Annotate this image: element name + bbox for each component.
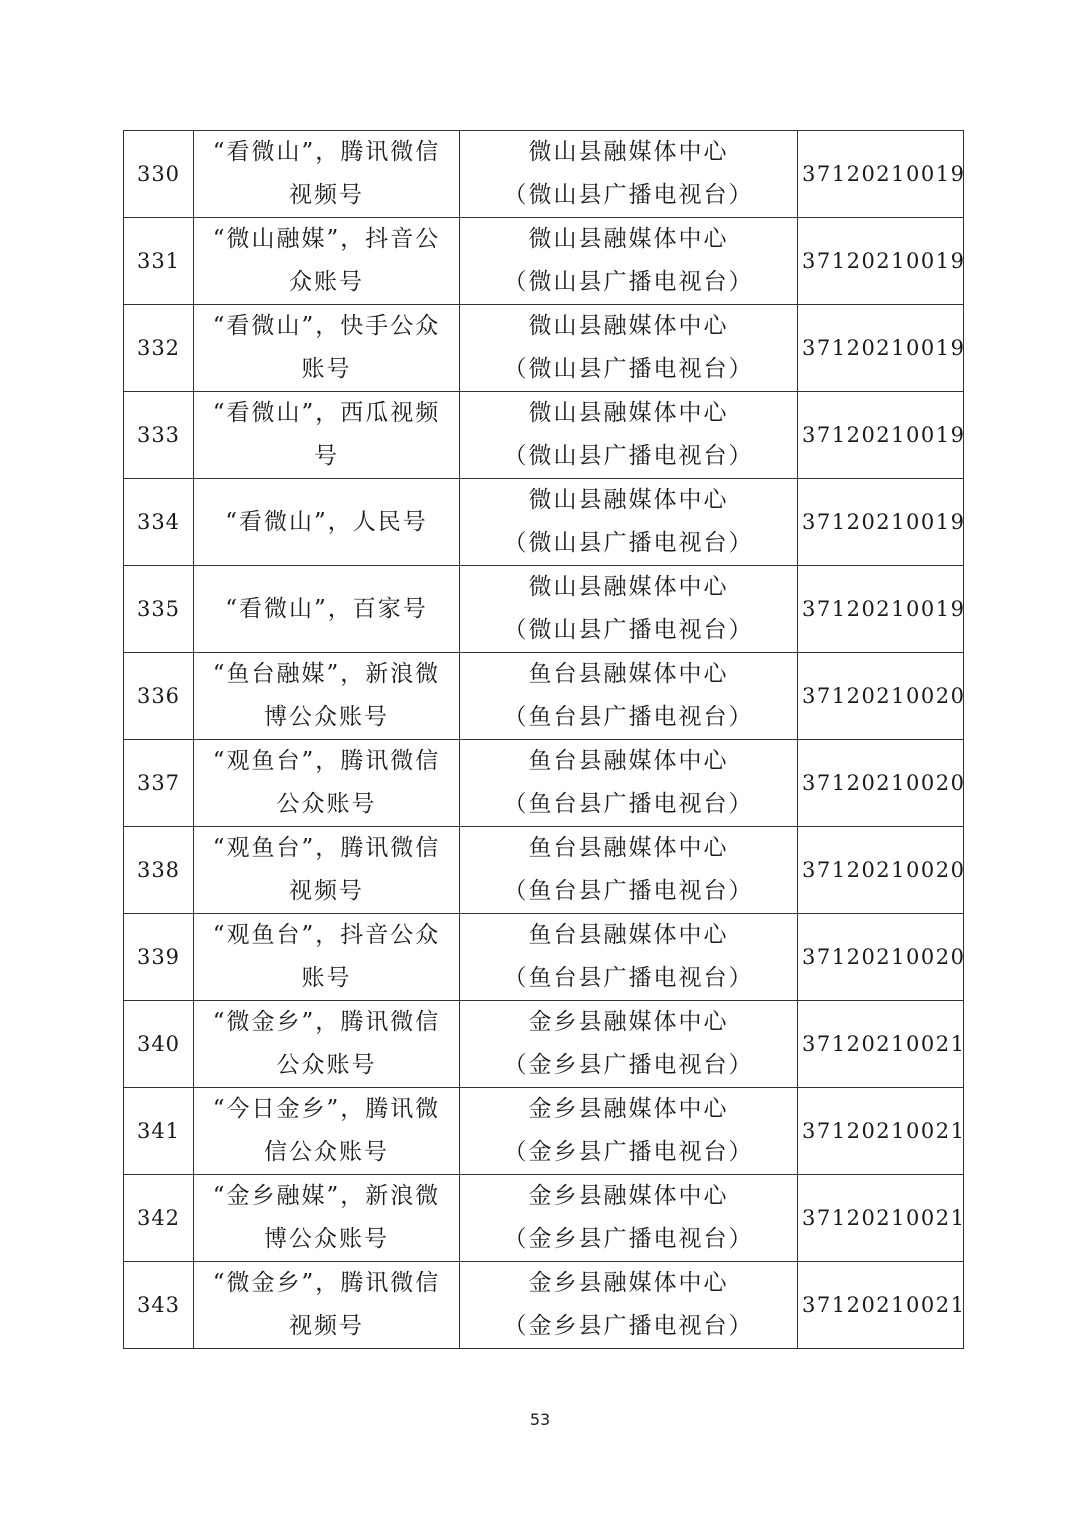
row-number: 337	[124, 740, 194, 827]
license-code: 37120210020	[798, 653, 964, 740]
row-number: 338	[124, 827, 194, 914]
account-name-cell	[194, 740, 460, 827]
organization-cell	[460, 392, 798, 479]
account-name-line-2: 账号	[301, 965, 352, 991]
organization-line-2: （金乡县广播电视台）	[503, 1052, 754, 1078]
account-name-cell	[194, 827, 460, 914]
table-row	[124, 218, 964, 305]
table-row	[124, 914, 964, 1001]
account-name-line-2: 视频号	[289, 878, 364, 904]
account-name-cell	[194, 653, 460, 740]
account-name-line-1: “看微山”，快手公众	[212, 313, 441, 339]
table-row	[124, 827, 964, 914]
organization-cell	[460, 131, 798, 218]
organization-line-1: 微山县融媒体中心	[528, 226, 729, 252]
license-code: 37120210019	[798, 392, 964, 479]
account-name-line-2: 公众账号	[276, 1052, 377, 1078]
account-name-line-1: “微金乡”，腾讯微信	[212, 1270, 441, 1296]
organization-line-1: 微山县融媒体中心	[528, 313, 729, 339]
organization-cell	[460, 740, 798, 827]
table-row	[124, 740, 964, 827]
table-row	[124, 1262, 964, 1349]
organization-line-1: 微山县融媒体中心	[528, 574, 729, 600]
account-name-line-1: “看微山”，西瓜视频	[212, 400, 441, 426]
registry-table-body	[124, 131, 964, 1349]
account-name-cell	[194, 218, 460, 305]
license-code: 37120210021	[798, 1001, 964, 1088]
license-code: 37120210019	[798, 566, 964, 653]
organization-line-2: （金乡县广播电视台）	[503, 1226, 754, 1252]
organization-cell	[460, 1001, 798, 1088]
account-name-cell	[194, 1175, 460, 1262]
license-code: 37120210021	[798, 1088, 964, 1175]
organization-line-2: （微山县广播电视台）	[503, 443, 754, 469]
license-code: 37120210020	[798, 740, 964, 827]
account-name-line-1: “微山融媒”，抖音公	[212, 226, 441, 252]
registry-table	[123, 130, 964, 1349]
organization-cell	[460, 1088, 798, 1175]
account-name-line-1: “看微山”，人民号	[225, 508, 428, 535]
account-name-cell	[194, 1001, 460, 1088]
row-number: 343	[124, 1262, 194, 1349]
account-name-line-1: “微金乡”，腾讯微信	[212, 1009, 441, 1035]
page-number: 53	[529, 1410, 551, 1429]
license-code: 37120210019	[798, 479, 964, 566]
account-name-line-1: “看微山”，腾讯微信	[212, 139, 441, 165]
organization-line-1: 鱼台县融媒体中心	[528, 661, 729, 687]
organization-cell	[460, 827, 798, 914]
row-number: 330	[124, 131, 194, 218]
account-name-cell	[194, 566, 460, 653]
organization-line-2: （微山县广播电视台）	[503, 356, 754, 382]
organization-line-1: 微山县融媒体中心	[528, 400, 729, 426]
row-number: 341	[124, 1088, 194, 1175]
table-row	[124, 566, 964, 653]
organization-line-1: 金乡县融媒体中心	[528, 1096, 729, 1122]
table-row	[124, 653, 964, 740]
account-name-line-1: “鱼台融媒”，新浪微	[212, 661, 441, 687]
account-name-line-2: 号	[314, 443, 339, 469]
account-name-line-2: 众账号	[289, 269, 364, 295]
account-name-cell	[194, 479, 460, 566]
organization-cell	[460, 218, 798, 305]
organization-line-2: （鱼台县广播电视台）	[503, 791, 754, 817]
license-code: 37120210021	[798, 1175, 964, 1262]
account-name-line-1: “观鱼台”，抖音公众	[212, 922, 441, 948]
organization-line-2: （鱼台县广播电视台）	[503, 965, 754, 991]
organization-line-2: （鱼台县广播电视台）	[503, 704, 754, 730]
organization-cell	[460, 914, 798, 1001]
account-name-cell	[194, 131, 460, 218]
account-name-line-1: “观鱼台”，腾讯微信	[212, 835, 441, 861]
account-name-cell	[194, 914, 460, 1001]
license-code: 37120210020	[798, 914, 964, 1001]
organization-line-2: （金乡县广播电视台）	[503, 1313, 754, 1339]
organization-line-2: （金乡县广播电视台）	[503, 1139, 754, 1165]
license-code: 37120210019	[798, 131, 964, 218]
organization-line-2: （微山县广播电视台）	[503, 269, 754, 295]
account-name-line-2: 信公众账号	[264, 1139, 389, 1165]
table-row	[124, 392, 964, 479]
row-number: 331	[124, 218, 194, 305]
organization-line-1: 金乡县融媒体中心	[528, 1270, 729, 1296]
account-name-line-2: 视频号	[289, 1313, 364, 1339]
account-name-line-1: “观鱼台”，腾讯微信	[212, 748, 441, 774]
organization-cell	[460, 305, 798, 392]
row-number: 339	[124, 914, 194, 1001]
organization-line-1: 鱼台县融媒体中心	[528, 835, 729, 861]
table-row	[124, 1001, 964, 1088]
account-name-line-1: “看微山”，百家号	[225, 595, 428, 622]
account-name-line-2: 账号	[301, 356, 352, 382]
organization-line-1: 微山县融媒体中心	[528, 487, 729, 513]
organization-line-1: 鱼台县融媒体中心	[528, 748, 729, 774]
account-name-line-2: 视频号	[289, 182, 364, 208]
account-name-cell	[194, 1088, 460, 1175]
account-name-line-2: 博公众账号	[264, 704, 389, 730]
table-row	[124, 131, 964, 218]
organization-cell	[460, 653, 798, 740]
license-code: 37120210020	[798, 827, 964, 914]
organization-line-2: （鱼台县广播电视台）	[503, 878, 754, 904]
account-name-line-2: 博公众账号	[264, 1226, 389, 1252]
table-row	[124, 305, 964, 392]
organization-line-2: （微山县广播电视台）	[503, 530, 754, 556]
row-number: 335	[124, 566, 194, 653]
account-name-cell	[194, 305, 460, 392]
organization-cell	[460, 1175, 798, 1262]
license-code: 37120210019	[798, 218, 964, 305]
account-name-line-1: “今日金乡”，腾讯微	[212, 1096, 441, 1122]
table-row	[124, 1175, 964, 1262]
table-row	[124, 479, 964, 566]
organization-line-1: 金乡县融媒体中心	[528, 1183, 729, 1209]
organization-line-2: （微山县广播电视台）	[503, 617, 754, 643]
organization-line-1: 金乡县融媒体中心	[528, 1009, 729, 1035]
row-number: 340	[124, 1001, 194, 1088]
license-code: 37120210019	[798, 305, 964, 392]
organization-line-1: 鱼台县融媒体中心	[528, 922, 729, 948]
account-name-cell	[194, 1262, 460, 1349]
table-row	[124, 1088, 964, 1175]
organization-line-2: （微山县广播电视台）	[503, 182, 754, 208]
organization-cell	[460, 1262, 798, 1349]
organization-cell	[460, 566, 798, 653]
row-number: 342	[124, 1175, 194, 1262]
row-number: 333	[124, 392, 194, 479]
organization-line-1: 微山县融媒体中心	[528, 139, 729, 165]
row-number: 336	[124, 653, 194, 740]
organization-cell	[460, 479, 798, 566]
row-number: 334	[124, 479, 194, 566]
account-name-line-1: “金乡融媒”，新浪微	[212, 1183, 441, 1209]
row-number: 332	[124, 305, 194, 392]
account-name-cell	[194, 392, 460, 479]
account-name-line-2: 公众账号	[276, 791, 377, 817]
license-code: 37120210021	[798, 1262, 964, 1349]
